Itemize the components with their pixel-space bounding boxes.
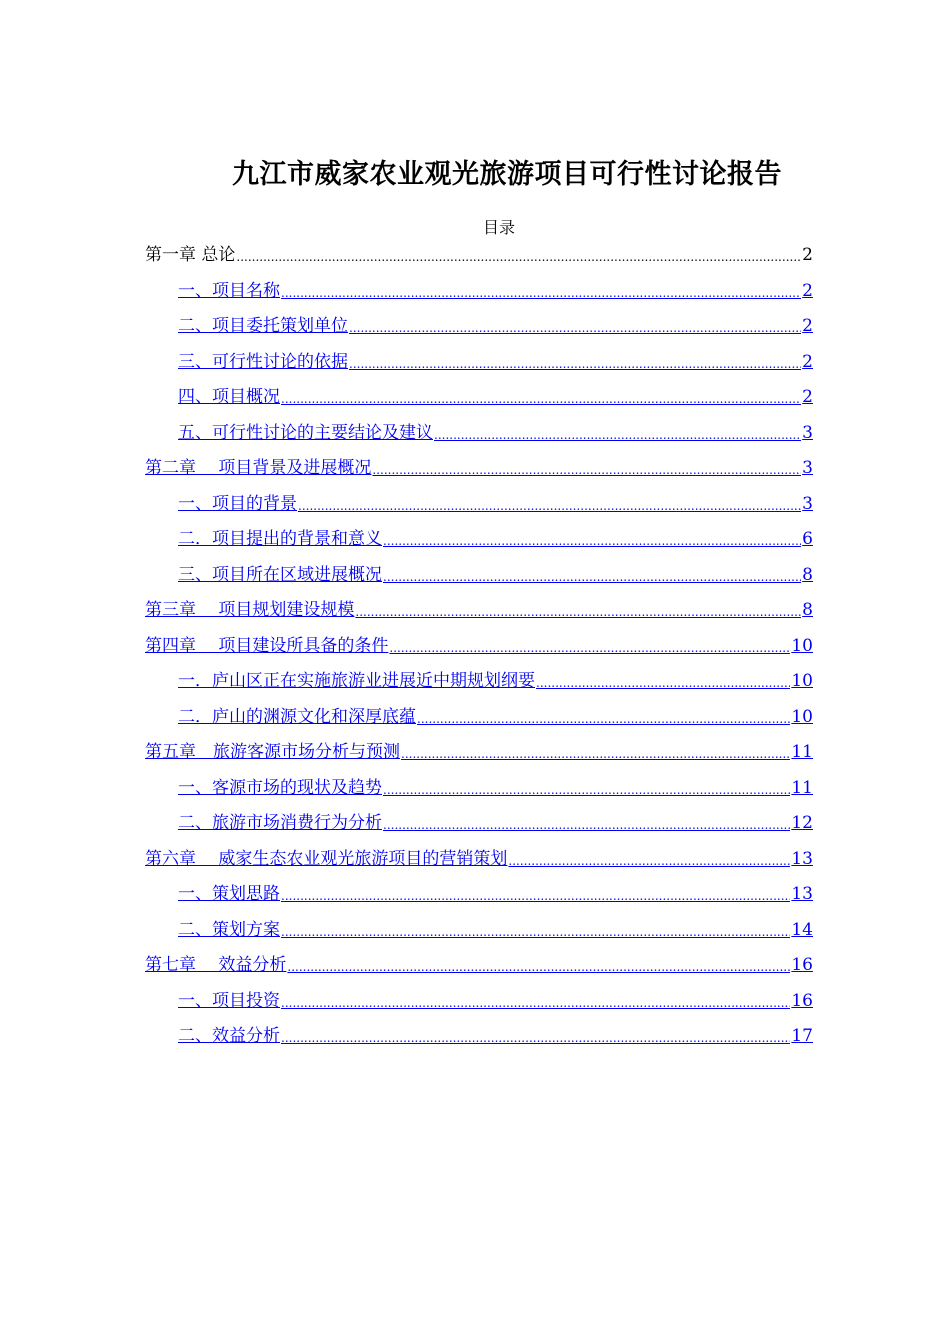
toc-entry-page-number: 13 — [791, 849, 813, 869]
toc-entry-page-number: 8 — [802, 565, 813, 585]
toc-entry-page-number: 2 — [802, 352, 813, 372]
toc-entry-page-number: 2 — [802, 245, 813, 265]
toc-dot-leader — [298, 497, 801, 515]
toc-dot-leader — [355, 603, 801, 621]
toc-entry[interactable] — [145, 597, 813, 621]
toc-entry-page-number: 6 — [802, 529, 813, 549]
toc-entry-page-number: 10 — [791, 671, 813, 691]
toc-dot-leader — [508, 852, 790, 870]
toc-entry-label: 第四章 项目建设所具备的条件 — [145, 636, 389, 656]
toc-entry-page-number: 10 — [791, 707, 813, 727]
toc-heading: 目录 — [482, 218, 515, 237]
toc-dot-leader — [383, 781, 790, 799]
toc-entry[interactable] — [178, 491, 813, 515]
toc-dot-leader — [281, 390, 801, 408]
toc-dot-leader — [401, 745, 790, 763]
toc-entry-page-number: 2 — [802, 316, 813, 336]
toc-entry-page-number: 3 — [802, 458, 813, 478]
toc-entry-page-number: 3 — [802, 494, 813, 514]
toc-dot-leader — [383, 816, 790, 834]
toc-dot-leader — [434, 426, 801, 444]
toc-entry-label: 五、可行性讨论的主要结论及建议 — [178, 423, 433, 443]
toc-entry[interactable] — [178, 349, 813, 373]
toc-dot-leader — [349, 355, 801, 373]
toc-entry[interactable] — [178, 313, 813, 337]
toc-dot-leader — [281, 923, 790, 941]
toc-entry-label: 三、项目所在区域进展概况 — [178, 565, 382, 585]
toc-entry[interactable] — [178, 420, 813, 444]
toc-entry-label: 一、项目的背景 — [178, 494, 297, 514]
toc-entry[interactable] — [145, 739, 813, 763]
toc-dot-leader — [383, 568, 801, 586]
toc-entry[interactable] — [145, 633, 813, 657]
toc-dot-leader — [389, 639, 790, 657]
toc-entry[interactable] — [145, 846, 813, 870]
toc-entry-label: 二、策划方案 — [178, 920, 280, 940]
toc-entry-label: 第一章 总论 — [145, 245, 236, 265]
toc-entry-page-number: 11 — [791, 778, 813, 798]
toc-dot-leader — [281, 887, 790, 905]
toc-entry[interactable] — [178, 917, 813, 941]
toc-entry[interactable] — [178, 384, 813, 408]
toc-entry[interactable] — [178, 704, 813, 728]
toc-entry[interactable] — [178, 775, 813, 799]
toc-entry-label: 一．庐山区正在实施旅游业进展近中期规划纲要 — [178, 671, 535, 691]
toc-entry[interactable] — [178, 562, 813, 586]
toc-entry[interactable] — [178, 1023, 813, 1047]
toc-entry-label: 三、可行性讨论的依据 — [178, 352, 348, 372]
toc-entry[interactable] — [178, 668, 813, 692]
toc-entry[interactable] — [178, 881, 813, 905]
toc-entry[interactable] — [145, 952, 813, 976]
toc-entry[interactable] — [145, 455, 813, 479]
toc-entry-label: 第六章 威家生态农业观光旅游项目的营销策划 — [145, 849, 508, 869]
toc-entry — [145, 242, 813, 266]
toc-entry-page-number: 2 — [802, 387, 813, 407]
toc-entry-page-number: 3 — [802, 423, 813, 443]
toc-entry-page-number: 14 — [791, 920, 813, 940]
toc-entry-page-number: 13 — [791, 884, 813, 904]
toc-dot-leader — [417, 710, 790, 728]
toc-entry-page-number: 2 — [802, 281, 813, 301]
toc-dot-leader — [281, 1029, 790, 1047]
toc-dot-leader — [536, 674, 790, 692]
toc-dot-leader — [236, 248, 801, 266]
toc-entry[interactable] — [178, 810, 813, 834]
toc-dot-leader — [281, 994, 790, 1012]
toc-entry[interactable] — [178, 526, 813, 550]
toc-entry-page-number: 16 — [791, 955, 813, 975]
toc-entry[interactable] — [178, 278, 813, 302]
toc-entry-label: 第七章 效益分析 — [145, 955, 287, 975]
toc-entry-label: 二、项目委托策划单位 — [178, 316, 348, 336]
toc-entry-page-number: 16 — [791, 991, 813, 1011]
toc-entry[interactable] — [178, 988, 813, 1012]
toc-entry-label: 第二章 项目背景及进展概况 — [145, 458, 372, 478]
toc-entry-label: 二．项目提出的背景和意义 — [178, 529, 382, 549]
toc-entry-page-number: 11 — [791, 742, 813, 762]
toc-entry-label: 一、项目投资 — [178, 991, 280, 1011]
toc-entry-label: 第五章 旅游客源市场分析与预测 — [145, 742, 400, 762]
toc-entry-page-number: 17 — [791, 1026, 813, 1046]
toc-entry-label: 一、项目名称 — [178, 281, 280, 301]
toc-dot-leader — [383, 532, 801, 550]
toc-entry-page-number: 12 — [791, 813, 813, 833]
toc-entry-label: 四、项目概况 — [178, 387, 280, 407]
toc-dot-leader — [281, 284, 801, 302]
toc-entry-label: 一、策划思路 — [178, 884, 280, 904]
toc-entry-label: 二．庐山的渊源文化和深厚底蕴 — [178, 707, 416, 727]
toc-entry-label: 二、效益分析 — [178, 1026, 280, 1046]
toc-entry-label: 一、客源市场的现状及趋势 — [178, 778, 382, 798]
toc-dot-leader — [287, 958, 790, 976]
toc-entry-label: 第三章 项目规划建设规模 — [145, 600, 355, 620]
toc-dot-leader — [349, 319, 801, 337]
document-title: 九江市威家农业观光旅游项目可行性讨论报告 — [232, 159, 782, 190]
toc-entry-page-number: 8 — [802, 600, 813, 620]
toc-entry-page-number: 10 — [791, 636, 813, 656]
toc-dot-leader — [372, 461, 801, 479]
toc-entry-label: 二、旅游市场消费行为分析 — [178, 813, 382, 833]
